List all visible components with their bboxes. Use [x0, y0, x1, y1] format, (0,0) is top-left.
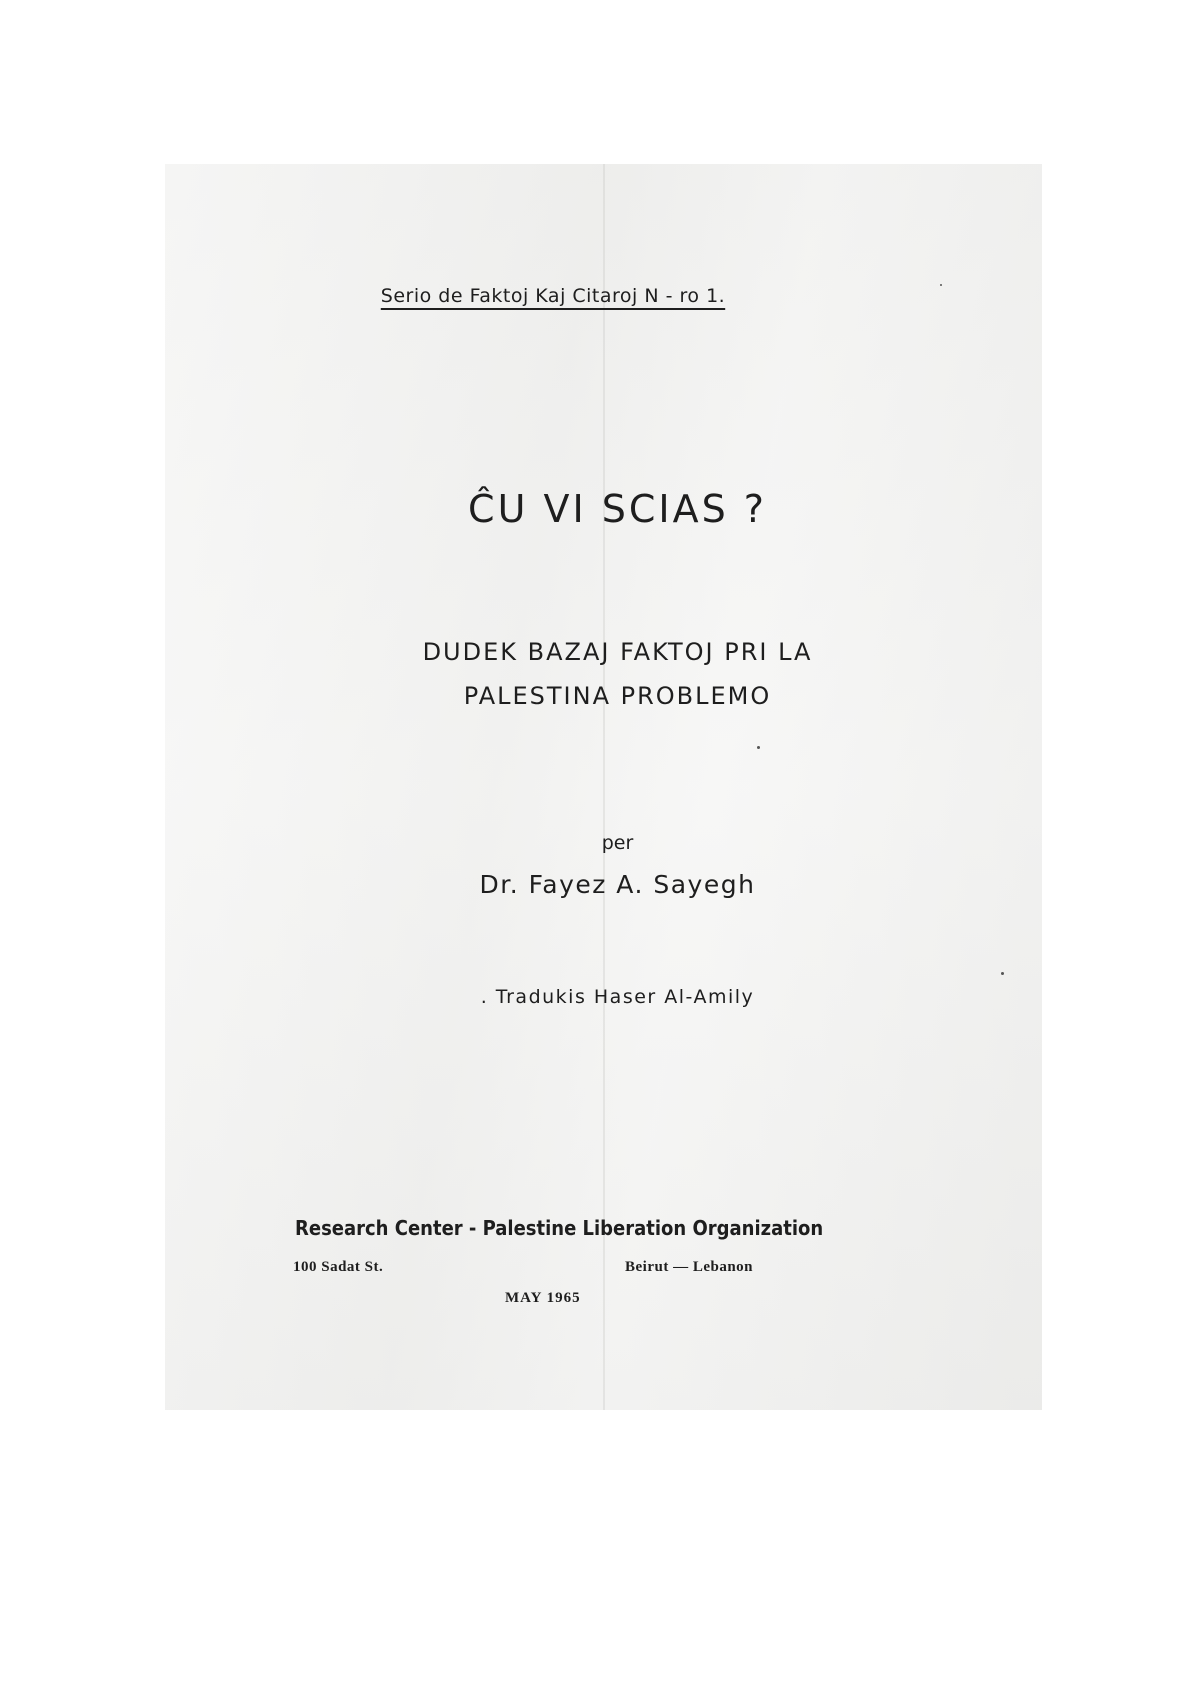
scanned-pamphlet-cover [165, 164, 1042, 1410]
paper-speck [757, 746, 760, 749]
publication-date: MAY 1965 [505, 1290, 581, 1306]
paper-speck [940, 284, 942, 286]
publisher-street-address: 100 Sadat St. [293, 1259, 384, 1275]
publisher-city: Beirut — Lebanon [625, 1259, 754, 1275]
subtitle-line-2: PALESTINA PROBLEMO [463, 682, 772, 710]
by-label: per [601, 832, 634, 854]
document-title: ĈU VI SCIAS ? [468, 487, 767, 531]
translator-line: . Tradukis Haser Al-Amily [480, 986, 755, 1008]
subtitle-line-1: DUDEK BAZAJ FAKTOJ PRI LA [422, 638, 813, 666]
series-line: Serio de Faktoj Kaj Citaroj N - ro 1. [380, 285, 726, 307]
author-name: Dr. Fayez A. Sayegh [479, 870, 756, 899]
paper-speck [1001, 972, 1004, 975]
publisher-line: Research Center - Palestine Liberation Organization [295, 1216, 824, 1240]
